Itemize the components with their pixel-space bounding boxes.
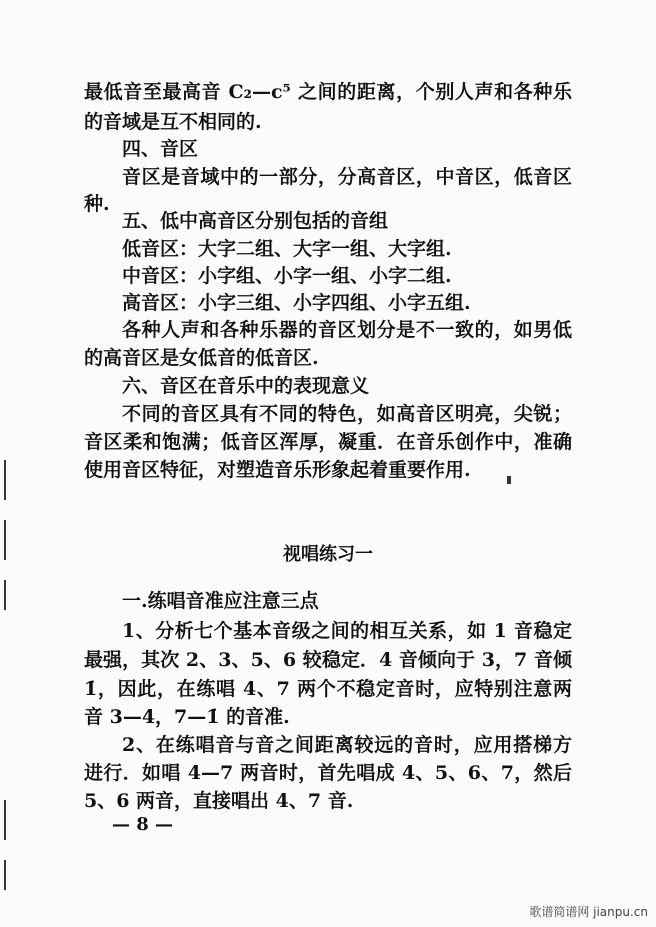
- body-line: 最强，其次 2、3、5、6 较稳定．4 音倾向于 3，7 音倾: [84, 649, 572, 671]
- scan-mark: [507, 476, 511, 484]
- scan-mark: [4, 520, 6, 560]
- body-line: 1、分析七个基本音级之间的相互关系，如 1 音稳定: [122, 620, 572, 642]
- body-line: 的高音区是女低音的低音区.: [84, 347, 319, 369]
- body-line: 高音区：小字三组、小字四组、小字五组.: [122, 292, 471, 314]
- body-line: 音区柔和饱满；低音区浑厚，凝重．在音乐创作中，准确: [84, 431, 572, 453]
- subheading: 一.练唱音准应注意三点: [122, 590, 319, 612]
- body-line: 各种人声和各种乐器的音区划分是不一致的，如男低: [122, 319, 572, 341]
- heading-register: 四、音区: [122, 138, 199, 160]
- watermark: 歌谱简谱网 jianpu.cn: [529, 905, 648, 919]
- scan-mark: [4, 460, 6, 500]
- body-line: 5、6 两音，直接唱出 4、7 音.: [84, 790, 354, 812]
- body-line: 低音区：大字二组、大字一组、大字组.: [122, 238, 452, 260]
- body-line: 进行．如唱 4—7 两音时，首先唱成 4、5、6、7，然后: [84, 762, 572, 784]
- body-line: 不同的音区具有不同的特色，如高音区明亮，尖锐；: [122, 403, 572, 425]
- body-line: 种.: [84, 193, 110, 215]
- scan-mark: [4, 860, 6, 890]
- body-line: 1̇，因此，在练唱 4、7 两个不稳定音时，应特别注意两: [84, 678, 572, 700]
- body-line: 使用音区特征，对塑造音乐形象起着重要作用.: [84, 459, 471, 481]
- body-line: 中音区：小字组、小字一组、小字二组.: [122, 265, 452, 287]
- heading-groups: 五、低中高音区分别包括的音组: [122, 210, 389, 232]
- body-line: 音区是音域中的一部分，分高音区，中音区，低音区: [122, 166, 572, 188]
- body-line: 2、在练唱音与音之间距离较远的音时，应用搭梯方: [122, 734, 572, 756]
- scan-mark: [4, 800, 6, 840]
- page-number: — 8 —: [112, 814, 174, 835]
- heading-meaning: 六、音区在音乐中的表现意义: [122, 375, 370, 397]
- body-line: 的音域是互不相同的.: [84, 111, 262, 133]
- body-line: 最低音至最高音 C₂—c⁵ 之间的距离，个别人声和各种乐: [84, 81, 572, 103]
- body-line: 音 3—4，7—1̇ 的音准.: [84, 706, 290, 728]
- section-title: 视唱练习一: [283, 544, 373, 565]
- scan-mark: [4, 580, 6, 610]
